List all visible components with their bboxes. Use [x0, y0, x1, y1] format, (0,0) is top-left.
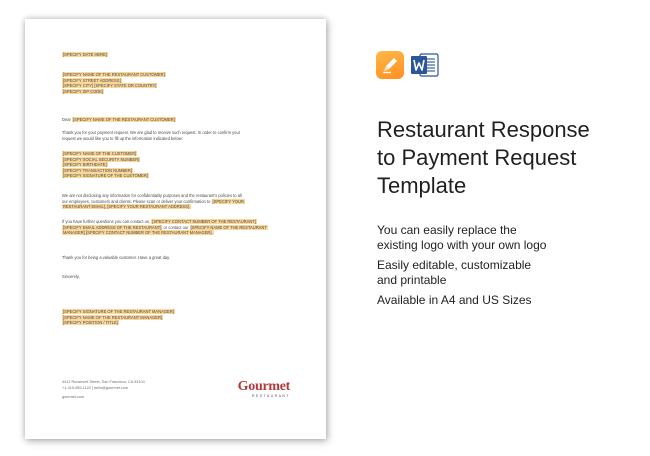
feature-sizes: Available in A4 and US Sizes	[377, 293, 532, 307]
title-line-3: Template	[377, 173, 467, 198]
salutation: Dear [SPECIFY NAME OF THE RESTAURANT CUSTOMER]	[62, 117, 175, 122]
info-field-ssn: [SPECIFY SOCIAL SECURITY NUMBER]	[63, 156, 140, 162]
manager-name-field: [SPECIFY NAME OF THE RESTAURANT MANAGER]	[63, 314, 163, 320]
pages-app-icon	[376, 51, 404, 79]
footer-contact: +1-415-555-1122 | hello@gourmet.com	[62, 386, 129, 390]
paragraph-1-line-2: request we would like you to fill up the information indicated below:	[62, 135, 183, 141]
thanks-line: Thank you for being a valuable customer. Have a great day.	[62, 255, 171, 260]
position-field: [SPECIFY POSITION / TITLE]	[63, 320, 118, 325]
word-app-icon	[410, 51, 440, 79]
paragraph-3-line-1: If you have further questions you can contact us, [SPECIFY CONTACT NUMBER OF THE RESTAURANT]	[62, 219, 257, 224]
recipient-zip: [SPECIFY ZIP CODE]	[63, 88, 104, 94]
pen-icon	[380, 55, 400, 75]
paragraph-2-line-3: RESTAURANT EMAIL], [SPECIFY YOUR RESTAURANT ADDRESS].	[63, 204, 191, 209]
footer-address: 4412 Roosevelt Street, San Francisco, CA 94104	[62, 380, 145, 384]
info-field-name: [SPECIFY NAME OF THE CUSTOMER]	[63, 151, 137, 156]
date-field: [SPECIFY DATE HERE]	[63, 52, 107, 57]
letter-page	[25, 19, 326, 439]
paragraph-3-line-2: [SPECIFY EMAIL ADDRESS OF THE RESTAURANT] or contact our [SPECIFY NAME OF THE RESTAURANT	[63, 224, 267, 230]
logo-subtitle: RESTAURANT	[251, 394, 290, 398]
info-field-birthdate: [SPECIFY BIRTHDATE]	[63, 162, 107, 167]
gourmet-logo	[238, 380, 290, 399]
template-title	[377, 116, 637, 200]
word-logo-icon	[410, 51, 440, 79]
info-field-signature: [SPECIFY SIGNATURE OF THE CUSTOMER]	[63, 173, 148, 178]
title-line-1: Restaurant Response	[377, 117, 590, 142]
paragraph-2-line-1: We are not disclosing any information for confidentiality purposes and the restaurant's policies to all	[62, 193, 242, 198]
paragraph-3-line-3: MANAGER] [SPECIFY CONTACT NUMBER OF THE RESTAURANT MANAGER].	[63, 230, 213, 235]
feature-editable: Easily editable, customizable and printable	[377, 258, 532, 287]
recipient-city: [SPECIFY CITY] [SPECIFY STATE OR COUNTRY]	[63, 83, 157, 88]
paragraph-1-line-1: Thank you for your payment request. We are glad to receive such request. In order to confirm your	[62, 130, 241, 135]
recipient-street: [SPECIFY STREET ADDRESS]	[63, 77, 121, 83]
app-icons	[376, 51, 440, 79]
recipient-name: [SPECIFY NAME OF THE RESTAURANT CUSTOMER]	[63, 72, 165, 77]
info-field-transaction: [SPECIFY TRANSACTION NUMBER]	[63, 167, 132, 173]
footer-website: gourmet.com	[62, 395, 85, 399]
title-line-2: to Payment Request	[377, 145, 577, 170]
logo-wordmark: Gourmet	[237, 379, 290, 394]
signature-field: [SPECIFY SIGNATURE OF THE RESTAURANT MANAGER]	[63, 309, 174, 314]
closing-line: Sincerely,	[62, 274, 80, 279]
paragraph-2-line-2: our employees, customers and clients. Please scan or deliver your confirmation to [SPECIFY YOUR	[62, 198, 244, 204]
feature-replace-logo: You can easily replace the existing logo with your own logo	[377, 223, 547, 252]
